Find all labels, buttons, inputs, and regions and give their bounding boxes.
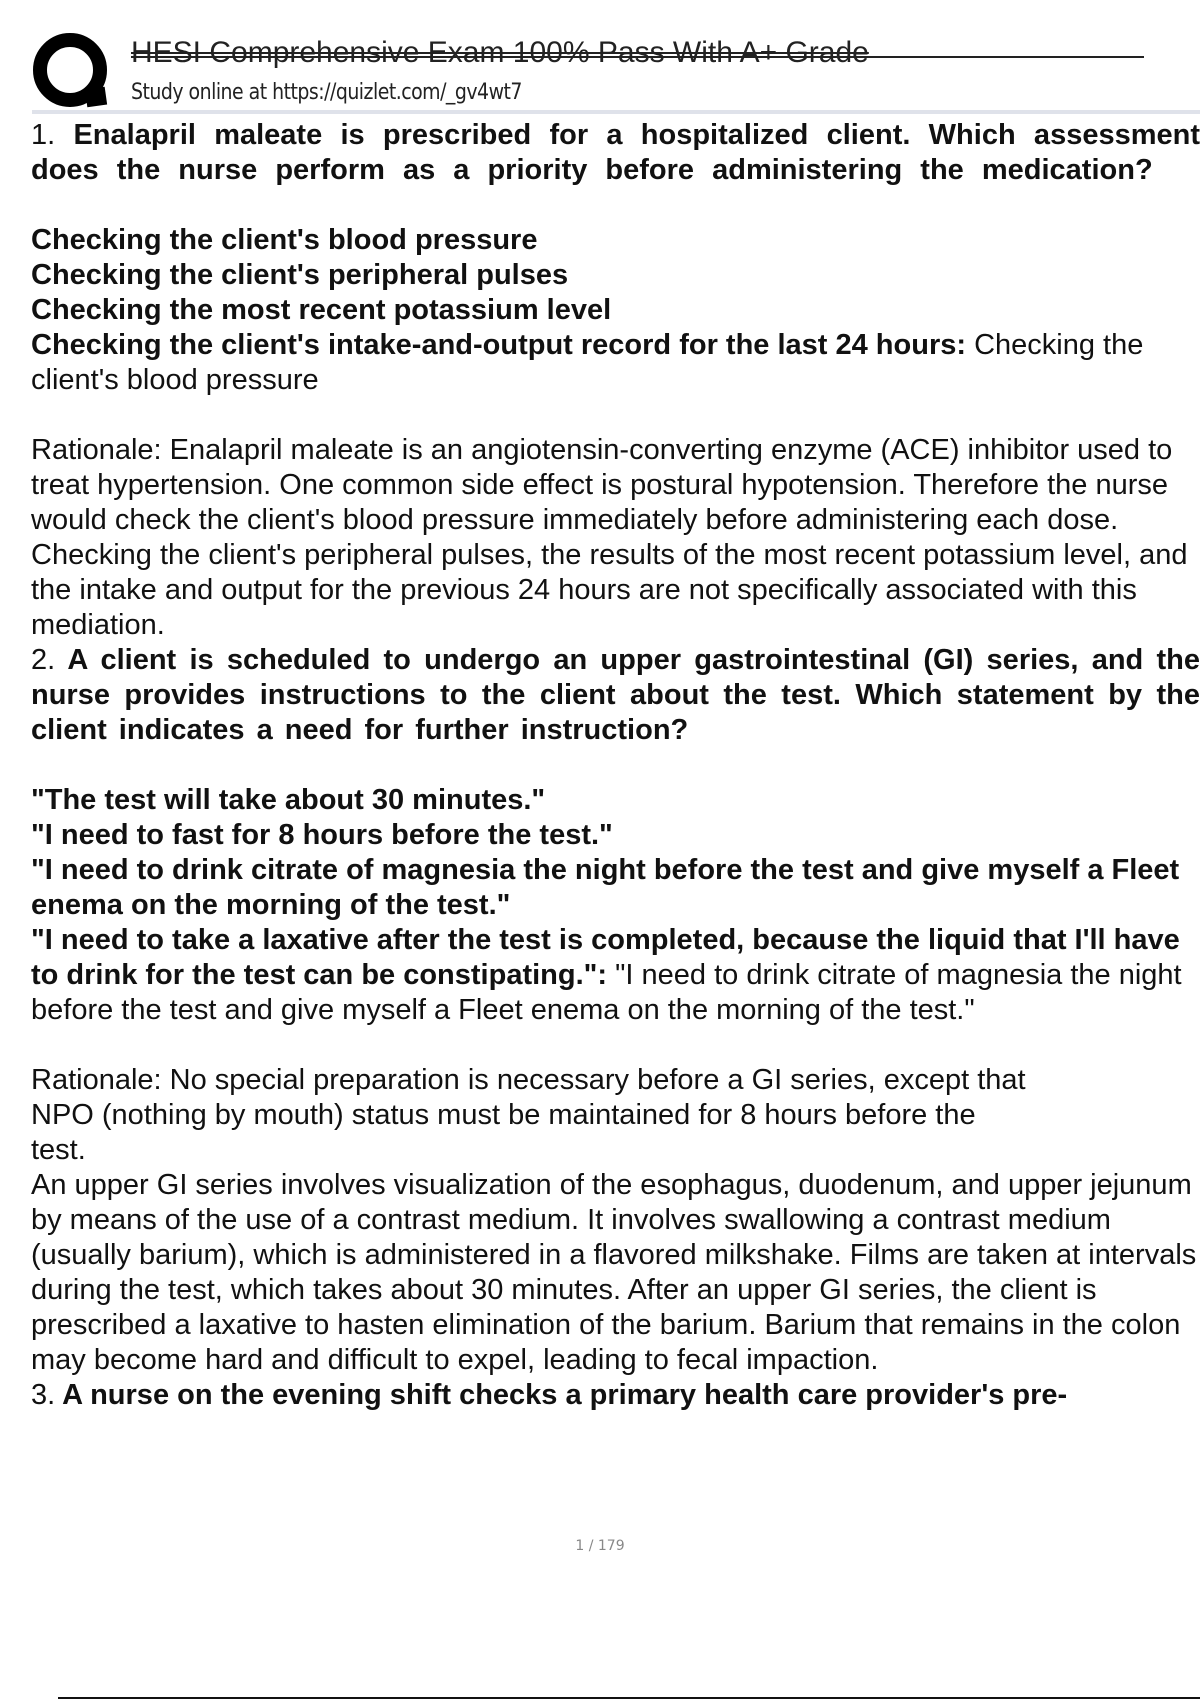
options-list-1 [31, 223, 1200, 398]
footer-divider [58, 1697, 1200, 1699]
question-2 [31, 643, 1200, 748]
option-item-with-answer [31, 328, 1200, 398]
rationale-1 [31, 433, 1200, 643]
quizlet-q-logo-icon [32, 32, 112, 112]
answer-text: Checking the client's blood pressure [31, 329, 1144, 396]
question-number: 1. [31, 119, 56, 151]
rationale-line: NPO (nothing by mouth) status must be maintained for 8 hours before the [31, 1099, 976, 1131]
option-item: Checking the client's blood pressure [31, 224, 538, 256]
option-item: "I need to drink citrate of magnesia the night before the test and give myself a Fleet enema on the morning of the test." [31, 854, 1180, 921]
option-item: "I need to fast for 8 hours before the test." [31, 819, 613, 851]
rationale-2 [31, 1063, 1200, 1378]
options-list-2 [31, 783, 1200, 1028]
header-divider [131, 56, 1144, 58]
option-item-with-answer [31, 923, 1200, 1028]
content-area [31, 118, 1200, 1413]
document-title: HESI Comprehensive Exam 100% Pass With A+ Grade [131, 36, 869, 69]
rationale-line: Rationale: No special preparation is necessary before a GI series, except that [31, 1064, 1026, 1096]
rationale-line: test. [31, 1134, 86, 1166]
option-item: Checking the most recent potassium level [31, 294, 612, 326]
question-3 [31, 1378, 1200, 1413]
option-item: "I need to take a laxative after the test is completed, because the liquid that I'll have to drink for the test can be constipating.": [31, 924, 1180, 991]
option-item: Checking the client's peripheral pulses [31, 259, 569, 291]
question-text: A nurse on the evening shift checks a primary health care provider's pre- [62, 1379, 1068, 1411]
rationale-paragraph: An upper GI series involves visualization of the esophagus, duodenum, and upper jejunum by means of the use of a contrast medium. It involves swallowing a contrast medium (usually barium), which is administered in a flavored milkshake. Films are taken at intervals during the test, which takes about 30 minutes. After an upper GI series, the client is prescribed a laxative to hasten elimination of the barium. Barium that remains in the colon may become hard and difficult to expel, leading to fecal impaction. [31, 1169, 1197, 1376]
question-number: 2. [31, 644, 56, 676]
question-number: 3. [31, 1379, 56, 1411]
question-text: A client is scheduled to undergo an upper gastrointestinal (GI) series, and the nurse provides instructions to the client about the test. Which statement by the client indicates a need for further instruction? [31, 644, 1200, 746]
header-separator-bar [32, 110, 1200, 114]
answer-text: "I need to drink citrate of magnesia the night before the test and give myself a Fleet enema on the morning of the test." [31, 959, 1182, 1026]
study-online-link[interactable]: Study online at https://quizlet.com/_gv4wt7 [131, 80, 522, 105]
option-item: Checking the client's intake-and-output record for the last 24 hours: [31, 329, 967, 361]
rationale-paragraph: Rationale: Enalapril maleate is an angiotensin-converting enzyme (ACE) inhibitor used to treat hypertension. One common side effect is postural hypotension. Therefore the nurse would check the client's blood pressure immediately before administering each dose. Checking the client's peripheral pulses, the results of the most recent potassium level, and the intake and output for the previous 24 hours are not specifically associated with this mediation. [31, 434, 1188, 641]
page-indicator: 1 / 179 [575, 1538, 625, 1554]
question-1 [31, 118, 1200, 188]
option-item: "The test will take about 30 minutes." [31, 784, 546, 816]
question-text: Enalapril maleate is prescribed for a hospitalized client. Which assessment does the nurse perform as a priority before administering the medication? [31, 119, 1200, 186]
